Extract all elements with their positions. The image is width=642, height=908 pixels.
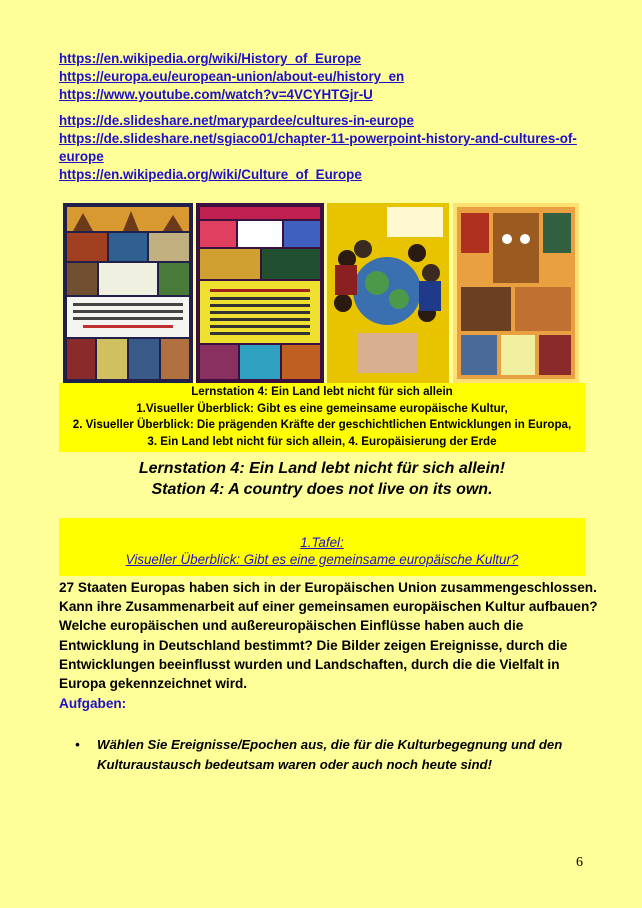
intro-paragraph: 27 Staaten Europas haben sich in der Europäischen Union zusammengeschlossen. Kann ihre Zusammenarbeit auf einer gemeinsamen europäischen Kultur aufbauen? Welche europäischen und außereuropäischen Einflüsse haben auch die Entwicklung in Deutschland bestimmt? Die Bilder zeigen Ereignisse, durch die Entwicklungen beeinflusst wurden und Landschaften, durch die die Vielfalt in Europa gekennzeichnet wird. [59, 580, 598, 692]
link-culture-of-europe[interactable]: https://en.wikipedia.org/wiki/Culture_of_Europe [59, 167, 362, 182]
link-gap [59, 104, 599, 112]
poster-image-2 [196, 203, 324, 383]
tafel-heading: 1.Tafel: [300, 535, 344, 550]
link-history-of-europe[interactable]: https://en.wikipedia.org/wiki/History_of_Europe [59, 51, 362, 66]
caption-line-4: 3. Ein Land lebt nicht für sich allein, 4. Europäisierung der Erde [147, 434, 497, 448]
station-title [59, 458, 585, 500]
link-youtube-video[interactable]: https://www.youtube.com/watch?v=4VCYHTGjr-U [59, 87, 373, 102]
poster-image-3 [327, 203, 449, 383]
poster-image-4 [453, 203, 579, 383]
task-text: Wählen Sie Ereignisse/Epochen aus, die für die Kulturbegegnung und den Kulturaustausch bedeutsam waren oder auch noch heute sind! [97, 737, 563, 772]
title-english: Station 4: A country does not live on its own. [151, 481, 493, 498]
tafel-box [59, 518, 585, 576]
caption-line-3: 2. Visueller Überblick: Die prägenden Kräfte der geschichtlichen Entwicklungen in Europa, [72, 418, 572, 431]
poster-gallery [63, 203, 579, 383]
caption-line-2: 1.Visueller Überblick: Gibt es eine gemeinsame europäische Kultur, [136, 401, 508, 415]
tasks-heading: Aufgaben: [59, 696, 127, 711]
link-cultures-in-europe[interactable]: https://de.slideshare.net/marypardee/cultures-in-europe [59, 113, 414, 128]
title-german: Lernstation 4: Ein Land lebt nicht für sich allein! [138, 460, 506, 477]
task-item [75, 735, 575, 775]
image-caption [59, 383, 585, 452]
poster-image-1 [63, 203, 193, 383]
page-number: 6 [576, 855, 583, 870]
link-europa-history[interactable]: https://europa.eu/european-union/about-eu/history_en [59, 69, 405, 84]
tafel-subheading: Visueller Überblick: Gibt es eine gemeinsame europäische Kultur? [125, 552, 519, 567]
link-list [59, 50, 599, 184]
bullet-icon: • [75, 737, 80, 752]
caption-line-1: Lernstation 4: Ein Land lebt nicht für sich allein [191, 385, 453, 398]
link-chapter-11-powerpoint[interactable]: https://de.slideshare.net/sgiaco01/chapter-11-powerpoint-history-and-cultures-of-europe [59, 131, 577, 164]
